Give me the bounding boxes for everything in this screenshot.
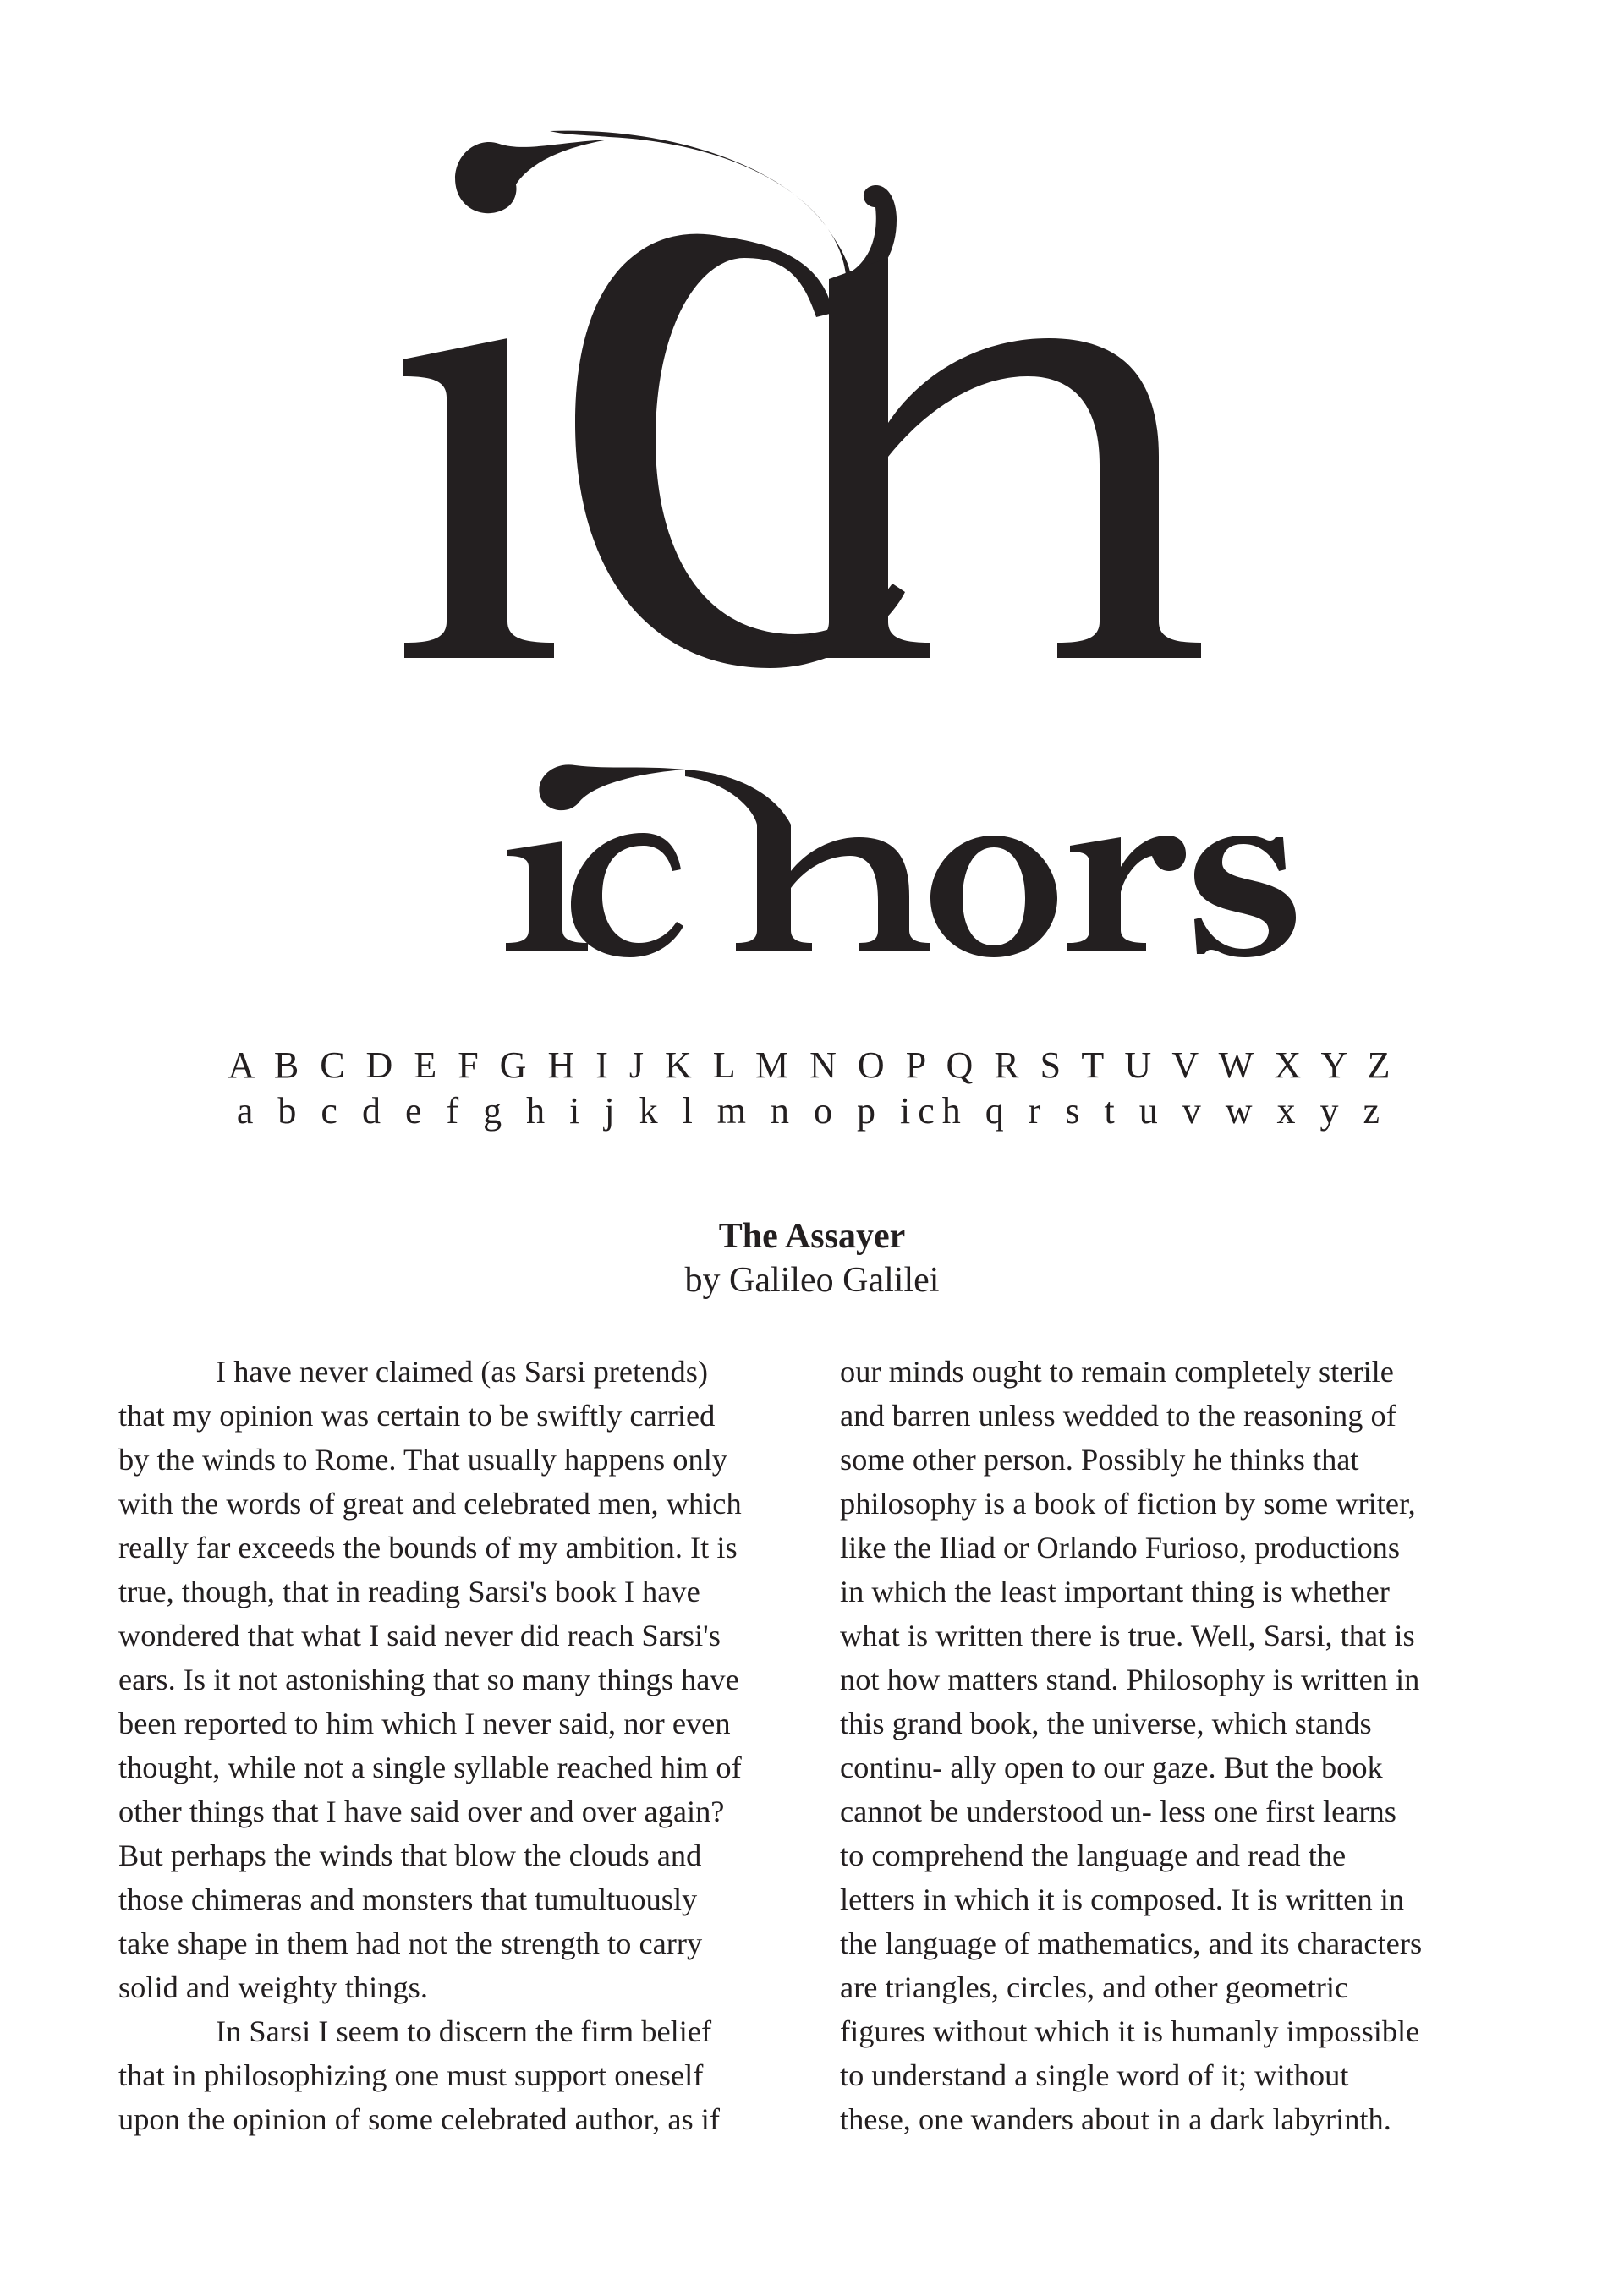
- body-line: in which the least important thing is whether: [840, 1575, 1390, 1608]
- body-line: not how matters stand. Philosophy is written in: [840, 1663, 1420, 1696]
- body-line: upon the opinion of some celebrated author, as if: [118, 2102, 720, 2136]
- body-line: really far exceeds the bounds of my ambition. It is: [118, 1531, 738, 1564]
- monogram-h-stem: [787, 258, 930, 658]
- article-author: by Galileo Galilei: [684, 1261, 940, 1300]
- body-line: those chimeras and monsters that tumultuously: [118, 1882, 698, 1916]
- body-line: that my opinion was certain to be swiftly carried: [118, 1399, 716, 1433]
- monogram-i-dot: [455, 140, 609, 213]
- ichors-logo: [0, 0, 1624, 693]
- body-line: cannot be understood un- less one first learns: [840, 1795, 1396, 1828]
- body-line: continu- ally open to our gaze. But the book: [840, 1751, 1383, 1784]
- monogram-h-shoulder: [888, 338, 1201, 658]
- body-line: some other person. Possibly he thinks that: [840, 1443, 1359, 1477]
- monogram-h-swash: [550, 131, 897, 296]
- body-line: like the Iliad or Orlando Furioso, productions: [840, 1531, 1400, 1564]
- body-line: true, though, that in reading Sarsi's book I have: [118, 1575, 700, 1608]
- body-line: thought, while not a single syllable reached him of: [118, 1751, 742, 1784]
- body-line: other things that I have said over and over again?: [118, 1795, 725, 1828]
- body-line: to comprehend the language and read the: [840, 1838, 1347, 1872]
- body-line: philosophy is a book of fiction by some writer,: [840, 1487, 1416, 1521]
- body-line: by the winds to Rome. That usually happens only: [118, 1443, 727, 1477]
- article-title: The Assayer: [718, 1217, 906, 1256]
- body-line: are triangles, circles, and other geometric: [840, 1970, 1349, 2004]
- body-line: our minds ought to remain completely sterile: [840, 1355, 1394, 1389]
- body-column-left: [118, 1350, 812, 2141]
- article-heading: [0, 1214, 1624, 1302]
- body-line: been reported to him which I never said, nor even: [118, 1707, 731, 1740]
- body-line: figures without which it is humanly impossible: [840, 2014, 1420, 2048]
- uppercase-alphabet: A B C D E F G H I J K L M N O P Q R S T U V W X Y Z: [228, 1044, 1396, 1086]
- body-line: what is written there is true. Well, Sarsi, that is: [840, 1619, 1415, 1652]
- body-line: take shape in them had not the strength to carry: [118, 1926, 703, 1960]
- body-line: and barren unless wedded to the reasoning of: [840, 1399, 1396, 1433]
- monogram-i-stem: [403, 338, 554, 658]
- lowercase-alphabet: a b c d e f g h i j k l m n o p ich q r s t u v w x y z: [236, 1090, 1388, 1132]
- ichors-logo-graphic: [0, 0, 1624, 973]
- body-column-right: [840, 1350, 1533, 2141]
- body-line: In Sarsi I seem to discern the firm belief: [216, 2014, 712, 2048]
- body-line: that in philosophizing one must support oneself: [118, 2058, 704, 2092]
- body-line: these, one wanders about in a dark labyrinth.: [840, 2102, 1391, 2136]
- body-line: wondered that what I said never did reach Sarsi's: [118, 1619, 721, 1652]
- body-line: But perhaps the winds that blow the clouds and: [118, 1838, 702, 1872]
- body-line: this grand book, the universe, which stands: [840, 1707, 1372, 1740]
- body-line: letters in which it is composed. It is written in: [840, 1882, 1405, 1916]
- body-line: with the words of great and celebrated men, which: [118, 1487, 742, 1521]
- body-line: solid and weighty things.: [118, 1970, 428, 2004]
- wordmark-ichors: [506, 764, 1296, 957]
- body-line: I have never claimed (as Sarsi pretends): [216, 1355, 709, 1389]
- body-line: ears. Is it not astonishing that so many things have: [118, 1663, 739, 1696]
- body-line: the language of mathematics, and its characters: [840, 1926, 1423, 1960]
- body-line: to understand a single word of it; without: [840, 2058, 1349, 2092]
